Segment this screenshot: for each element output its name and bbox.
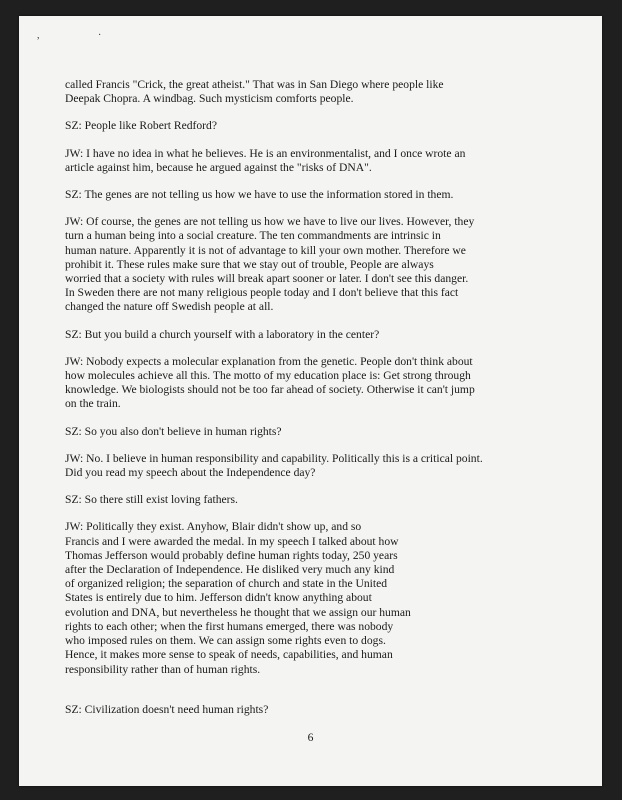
paragraph-gap: [65, 106, 535, 119]
paragraph: [65, 188, 535, 202]
text-line: after the Declaration of Independence. He disliked very much any kind: [65, 563, 395, 577]
document-page: [19, 16, 602, 786]
text-line: SZ: People like Robert Redford?: [65, 119, 217, 133]
paragraph-gap: [65, 677, 535, 703]
paragraph-gap: [65, 134, 535, 147]
text-line: States is entirely due to him. Jefferson didn't know anything about: [65, 591, 372, 605]
text-line: Deepak Chopra. A windbag. Such mysticism comforts people.: [65, 92, 354, 106]
text-line: SZ: The genes are not telling us how we have to use the information stored in them.: [65, 188, 454, 202]
paragraph: [65, 355, 535, 412]
paragraph-gap: [65, 412, 535, 425]
paragraph: [65, 425, 535, 439]
text-line: SZ: So you also don't believe in human rights?: [65, 424, 282, 438]
paragraph-gap: [65, 507, 535, 520]
text-line: prohibit it. These rules make sure that we stay out of trouble, People are always: [65, 257, 434, 271]
text-line: changed the nature off Swedish people at all.: [65, 300, 274, 314]
text-line: rights to each other; when the first humans emerged, there was nobody: [65, 619, 394, 633]
paragraph-gap: [65, 439, 535, 452]
text-line: how molecules achieve all this. The motto of my education place is: Get strong through: [65, 369, 471, 383]
paragraph-gap: [65, 480, 535, 493]
text-line: JW: I have no idea in what he believes. He is an environmentalist, and I once wrote an: [65, 146, 466, 160]
paragraph-gap: [65, 202, 535, 215]
paragraph: [65, 520, 535, 676]
paragraph: [65, 703, 535, 717]
paragraph-gap: [65, 175, 535, 188]
text-line: called Francis "Crick, the great atheist." That was in San Diego where people like: [65, 78, 444, 91]
text-line: knowledge. We biologists should not be too far ahead of society. Otherwise it can't jump: [65, 383, 475, 397]
stray-marks: , ·: [37, 30, 130, 41]
interview-transcript: [65, 78, 535, 717]
text-line: Francis and I were awarded the medal. In my speech I talked about how: [65, 534, 399, 548]
text-line: responsibility rather than of human rights.: [65, 662, 261, 676]
paragraph: [65, 493, 535, 507]
text-line: Hence, it makes more sense to speak of needs, capabilities, and human: [65, 648, 393, 662]
paragraph: [65, 119, 535, 133]
paragraph: [65, 215, 535, 314]
text-line: Did you read my speech about the Independence day?: [65, 466, 316, 480]
paragraph: [65, 452, 535, 480]
paragraph-gap: [65, 342, 535, 355]
text-line: turn a human being into a social creature. The ten commandments are intrinsic in: [65, 229, 441, 243]
paragraph: [65, 147, 535, 175]
text-line: evolution and DNA, but nevertheless he thought that we assign our human: [65, 605, 411, 619]
text-line: JW: Politically they exist. Anyhow, Blair didn't show up, and so: [65, 520, 362, 534]
text-line: In Sweden there are not many religious people today and I don't believe that this fact: [65, 286, 459, 300]
text-line: JW: Nobody expects a molecular explanation from the genetic. People don't think about: [65, 354, 473, 368]
text-line: article against him, because he argued against the "risks of DNA".: [65, 160, 372, 174]
text-line: JW: Of course, the genes are not telling us how we have to live our lives. However, they: [65, 215, 475, 229]
text-line: JW: No. I believe in human responsibility and capability. Politically this is a critical point.: [65, 451, 483, 465]
page-number: 6: [307, 731, 314, 744]
text-line: Thomas Jefferson would probably define human rights today, 250 years: [65, 548, 398, 562]
text-line: SZ: Civilization doesn't need human rights?: [65, 702, 269, 716]
text-line: of organized religion; the separation of church and state in the United: [65, 577, 388, 591]
text-line: human nature. Apparently it is not of advantage to kill your own mother. Therefore we: [65, 243, 466, 257]
text-line: who imposed rules on them. We can assign some rights even to dogs.: [65, 634, 386, 648]
paragraph-gap: [65, 315, 535, 328]
paragraph: [65, 328, 535, 342]
paragraph: [65, 78, 535, 106]
text-line: on the train.: [65, 397, 121, 411]
text-line: worried that a society with rules will break apart sooner or later. I don't see this danger.: [65, 272, 469, 286]
text-line: SZ: But you build a church yourself with a laboratory in the center?: [65, 327, 380, 341]
text-line: SZ: So there still exist loving fathers.: [65, 493, 238, 507]
